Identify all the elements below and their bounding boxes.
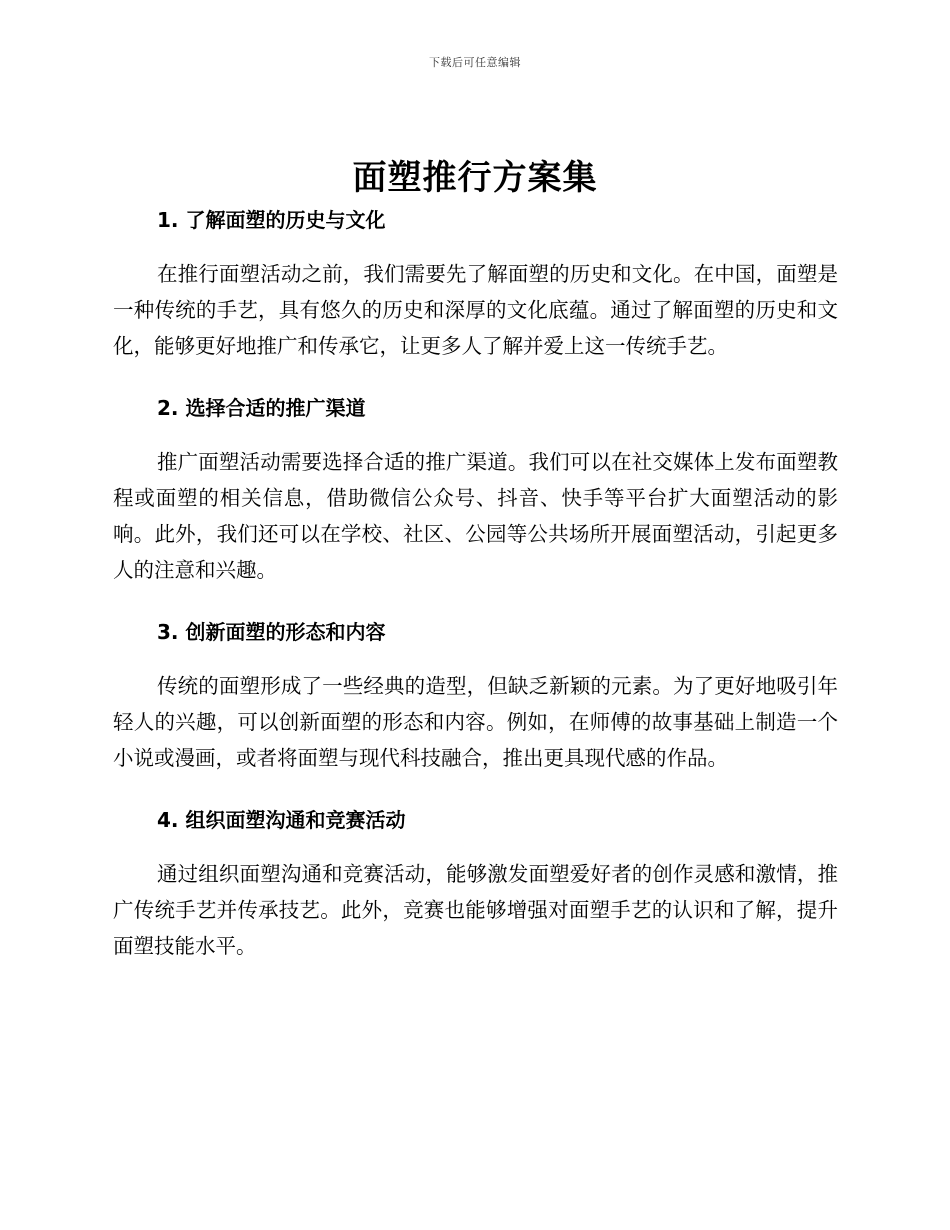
document-body: [113, 202, 838, 990]
section-history-culture: [113, 202, 838, 364]
section-paragraph: 推广面塑活动需要选择合适的推广渠道。我们可以在社交媒体上发布面塑教程或面塑的相关信息，借助微信公众号、抖音、快手等平台扩大面塑活动的影响。此外，我们还可以在学校、社区、公园等公共场所开展面塑活动，引起更多人的注意和兴趣。: [113, 450, 838, 582]
section-paragraph: 在推行面塑活动之前，我们需要先了解面塑的历史和文化。在中国，面塑是一种传统的手艺，具有悠久的历史和深厚的文化底蕴。通过了解面塑的历史和文化，能够更好地推广和传承它，让更多人了解并爱上这一传统手艺。: [113, 262, 838, 358]
section-heading: 2. 选择合适的推广渠道: [157, 396, 366, 420]
section-heading: 3. 创新面塑的形态和内容: [157, 620, 386, 644]
section-competition: [113, 802, 838, 964]
header-note: 下载后可任意编辑: [429, 56, 521, 69]
section-heading: 1. 了解面塑的历史与文化: [157, 208, 386, 232]
section-heading: 4. 组织面塑沟通和竞赛活动: [157, 808, 406, 832]
section-paragraph: 传统的面塑形成了一些经典的造型，但缺乏新颖的元素。为了更好地吸引年轻人的兴趣，可以创新面塑的形态和内容。例如，在师傅的故事基础上制造一个小说或漫画，或者将面塑与现代科技融合，推出更具现代感的作品。: [113, 674, 838, 770]
section-innovation: [113, 614, 838, 776]
page-title: 面塑推行方案集: [352, 158, 598, 198]
section-paragraph: 通过组织面塑沟通和竞赛活动，能够激发面塑爱好者的创作灵感和激情，推广传统手艺并传承技艺。此外，竞赛也能够增强对面塑手艺的认识和了解，提升面塑技能水平。: [113, 862, 838, 958]
section-promotion-channels: [113, 390, 838, 588]
